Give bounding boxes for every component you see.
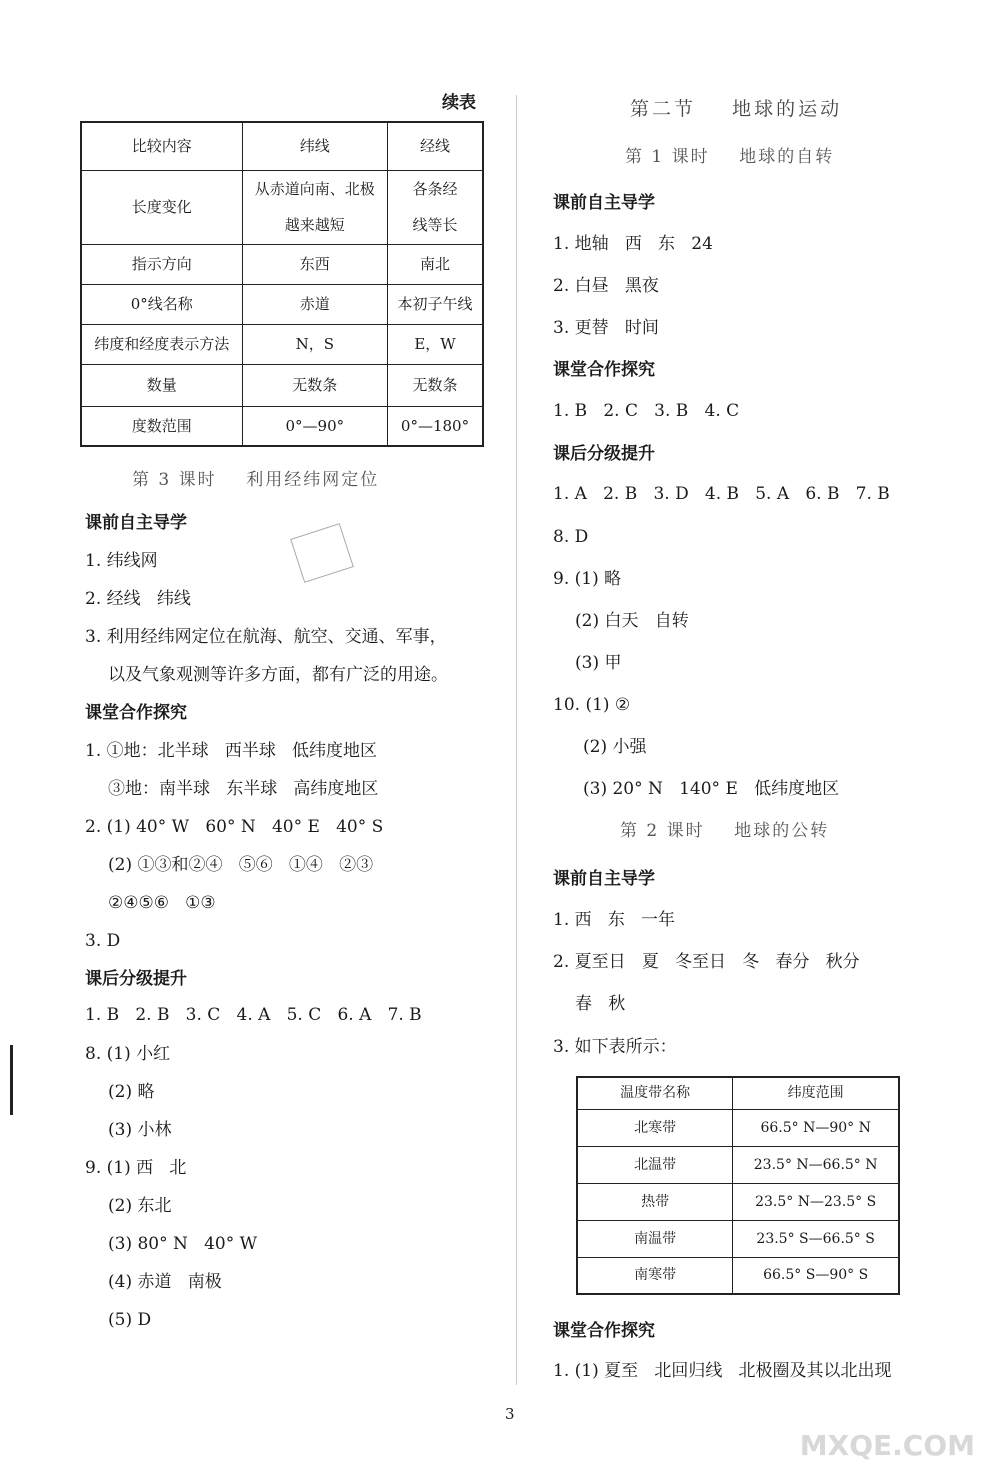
answer-line: (3) 甲	[575, 653, 622, 673]
answer-line: 1. 纬线网	[85, 551, 158, 571]
answer-line: 8. D	[553, 527, 589, 547]
column-divider	[516, 95, 517, 1385]
answer-line: (3) 20° N 140° E 低纬度地区	[583, 779, 840, 799]
table-cell: 南温带	[577, 1220, 733, 1257]
answer-line: ②④⑤⑥ ①③	[108, 893, 216, 913]
table-cell: 南寒带	[577, 1257, 733, 1294]
answer-line: (5) D	[108, 1310, 152, 1330]
answer-line: (3) 80° N 40° W	[108, 1234, 258, 1254]
answer-line: (2) 东北	[108, 1196, 172, 1216]
table-cell: 23.5° N—23.5° S	[733, 1183, 899, 1220]
table-cell: 66.5° N—90° N	[733, 1109, 899, 1146]
answer-line: 2. 经线 纬线	[85, 589, 191, 609]
section-heading: 课前自主导学	[553, 869, 655, 889]
table-cell: 本初子午线	[388, 284, 483, 324]
section-heading: 课堂合作探究	[553, 360, 655, 380]
table-cell: 无数条	[388, 364, 483, 406]
table-cell: 赤道	[242, 284, 387, 324]
temperature-zone-table	[576, 1076, 900, 1295]
watermark-logo: MXQE.COM	[799, 1429, 975, 1462]
continued-label: 续表	[442, 93, 476, 113]
answer-line: 9. (1) 略	[553, 569, 622, 589]
page-number: 3	[505, 1405, 515, 1423]
section-heading: 课后分级提升	[85, 969, 187, 989]
section-heading: 课前自主导学	[553, 193, 655, 213]
table-cell: 纬度和经度表示方法	[81, 324, 242, 364]
table-cell: 23.5° S—66.5° S	[733, 1220, 899, 1257]
section-heading: 课后分级提升	[553, 444, 655, 464]
answer-line: 2. 白昼 黑夜	[553, 276, 659, 296]
table-cell: 北寒带	[577, 1109, 733, 1146]
section-heading: 课堂合作探究	[553, 1321, 655, 1341]
answer-line: ③地：南半球 东半球 高纬度地区	[108, 779, 379, 799]
answer-line: 1. B 2. B 3. C 4. A 5. C 6. A 7. B	[85, 1005, 422, 1025]
answer-line: 3. D	[85, 931, 121, 951]
lesson-title: 第 3 课时 利用经纬网定位	[132, 470, 380, 490]
section-title: 第二节 地球的运动	[630, 98, 843, 120]
table-header-cell: 温度带名称	[577, 1077, 733, 1109]
answer-line: 以及气象观测等许多方面，都有广泛的用途。	[108, 665, 448, 685]
answer-line: 1. A 2. B 3. D 4. B 5. A 6. B 7. B	[553, 484, 890, 504]
table-cell: 各条经 线等长	[388, 170, 483, 244]
answer-line: (2) 小强	[583, 737, 647, 757]
answer-line: 3. 更替 时间	[553, 318, 659, 338]
answer-line: 9. (1) 西 北	[85, 1158, 187, 1178]
table-cell: 度数范围	[81, 406, 242, 446]
answer-line: 8. (1) 小红	[85, 1044, 171, 1064]
answer-line: 2. (1) 40° W 60° N 40° E 40° S	[85, 817, 384, 837]
table-header-cell: 纬度范围	[733, 1077, 899, 1109]
scan-edge-mark	[10, 1045, 13, 1115]
answer-line: 1. 西 东 一年	[553, 910, 676, 930]
section-heading: 课前自主导学	[85, 513, 187, 533]
answer-line: (3) 小林	[108, 1120, 172, 1140]
table-cell: E，W	[388, 324, 483, 364]
answer-line: 3. 如下表所示：	[553, 1037, 677, 1057]
answer-line: 10. (1) ②	[553, 695, 631, 715]
answer-line: (2) ①③和②④ ⑤⑥ ①④ ②③	[108, 855, 374, 875]
table-cell: N，S	[242, 324, 387, 364]
answer-line: (2) 白天 自转	[575, 611, 689, 631]
table-cell: 数量	[81, 364, 242, 406]
table-header-cell: 经线	[388, 122, 483, 170]
table-cell: 无数条	[242, 364, 387, 406]
comparison-table	[80, 121, 484, 447]
table-cell: 指示方向	[81, 244, 242, 284]
table-cell: 热带	[577, 1183, 733, 1220]
table-cell: 66.5° S—90° S	[733, 1257, 899, 1294]
answer-line: 春 秋	[575, 994, 626, 1014]
table-cell: 0°—90°	[242, 406, 387, 446]
table-cell: 北温带	[577, 1146, 733, 1183]
lesson-title: 第 2 课时 地球的公转	[620, 821, 830, 841]
answer-line: 3. 利用经纬网定位在航海、航空、交通、军事，	[85, 627, 447, 647]
table-cell: 长度变化	[81, 170, 242, 244]
table-header-cell: 纬线	[242, 122, 387, 170]
answer-line: (4) 赤道 南极	[108, 1272, 222, 1292]
stamp-mark	[290, 523, 354, 583]
answer-line: 1. B 2. C 3. B 4. C	[553, 401, 740, 421]
table-cell: 从赤道向南、北极 越来越短	[242, 170, 387, 244]
table-cell: 23.5° N—66.5° N	[733, 1146, 899, 1183]
answer-line: 1. (1) 夏至 北回归线 北极圈及其以北出现	[553, 1361, 892, 1381]
answer-line: 2. 夏至日 夏 冬至日 冬 春分 秋分	[553, 952, 860, 972]
answer-line: 1. 地轴 西 东 24	[553, 234, 713, 254]
answer-line: 1. ①地：北半球 西半球 低纬度地区	[85, 741, 378, 761]
table-cell: 0°—180°	[388, 406, 483, 446]
table-cell: 东西	[242, 244, 387, 284]
table-cell: 0°线名称	[81, 284, 242, 324]
table-cell: 南北	[388, 244, 483, 284]
answer-line: (2) 略	[108, 1082, 155, 1102]
lesson-title: 第 1 课时 地球的自转	[625, 147, 835, 167]
table-header-cell: 比较内容	[81, 122, 242, 170]
section-heading: 课堂合作探究	[85, 703, 187, 723]
